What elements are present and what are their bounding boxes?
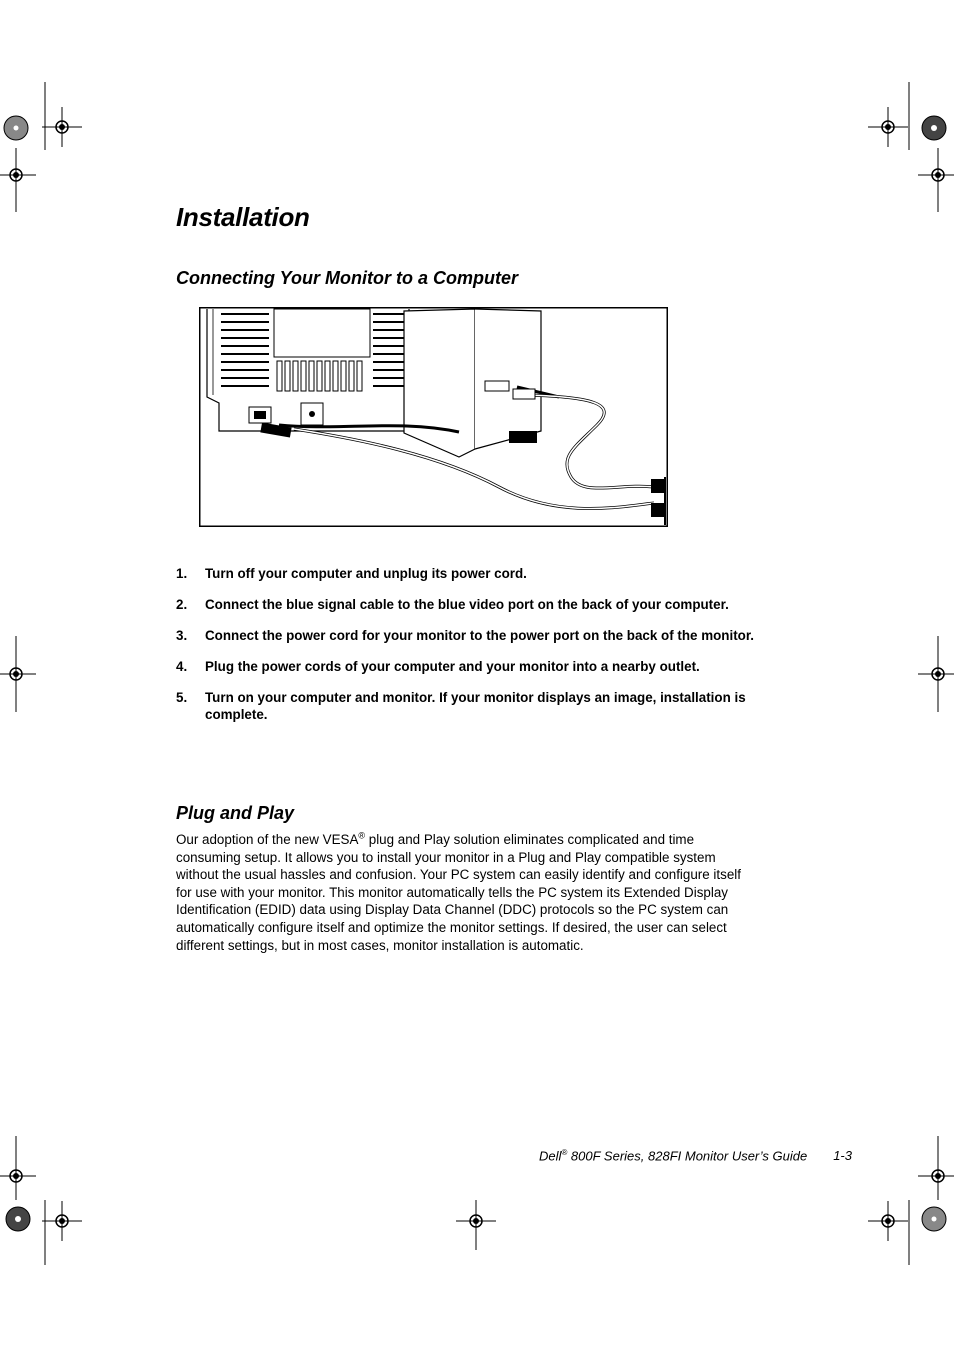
connection-illustration [199, 307, 668, 527]
step-number: 1. [176, 566, 188, 581]
step-number: 3. [176, 628, 188, 643]
step-number: 4. [176, 659, 188, 674]
step-text: Connect the power cord for your monitor to the power port on the back of the monitor. [205, 628, 755, 643]
plug-and-play-paragraph [176, 831, 756, 954]
page-title: Installation [176, 202, 310, 232]
page-footer [539, 1148, 852, 1163]
step-text: Turn on your computer and monitor. If your monitor displays an image, installation is complete. [205, 690, 746, 722]
paragraph-lead: Our adoption of the new VESA [176, 832, 359, 847]
list-item [176, 565, 756, 582]
step-text: Plug the power cords of your computer and your monitor into a nearby outlet. [205, 659, 700, 674]
paragraph-body: plug and Play solution eliminates complicated and time consuming setup. It allows you to install your monitor in a Plug and Play compatible system without the usual hassles and confusion. Your PC system can easily identify and configure itself for use with your monitor. This monitor automatically tells the PC system its Extended Display Identification (EDID) data using Display Data Channel (DDC) protocols so the PC system can automatically configure itself and optimize the monitor settings. If desired, the user can select different settings, but in most cases, monitor installation is automatic. [176, 832, 741, 953]
step-text: Turn off your computer and unplug its power cord. [205, 566, 527, 581]
step-number: 2. [176, 597, 188, 612]
list-item [176, 627, 756, 644]
registered-mark: ® [358, 830, 366, 841]
footer-guide-title: 800F Series, 828FI Monitor User’s Guide [567, 1148, 808, 1164]
list-item [176, 689, 756, 723]
section-heading-plug-and-play: Plug and Play [176, 803, 295, 823]
footer-registered-mark: ® [561, 1148, 568, 1157]
step-number: 5. [176, 690, 188, 705]
step-text: Connect the blue signal cable to the blue video port on the back of your computer. [205, 597, 729, 612]
footer-brand: Dell [539, 1148, 562, 1164]
installation-steps [176, 565, 756, 737]
section-heading-connecting: Connecting Your Monitor to a Computer [176, 268, 518, 288]
page-number: 1-3 [833, 1148, 852, 1164]
list-item [176, 596, 756, 613]
list-item [176, 658, 756, 675]
